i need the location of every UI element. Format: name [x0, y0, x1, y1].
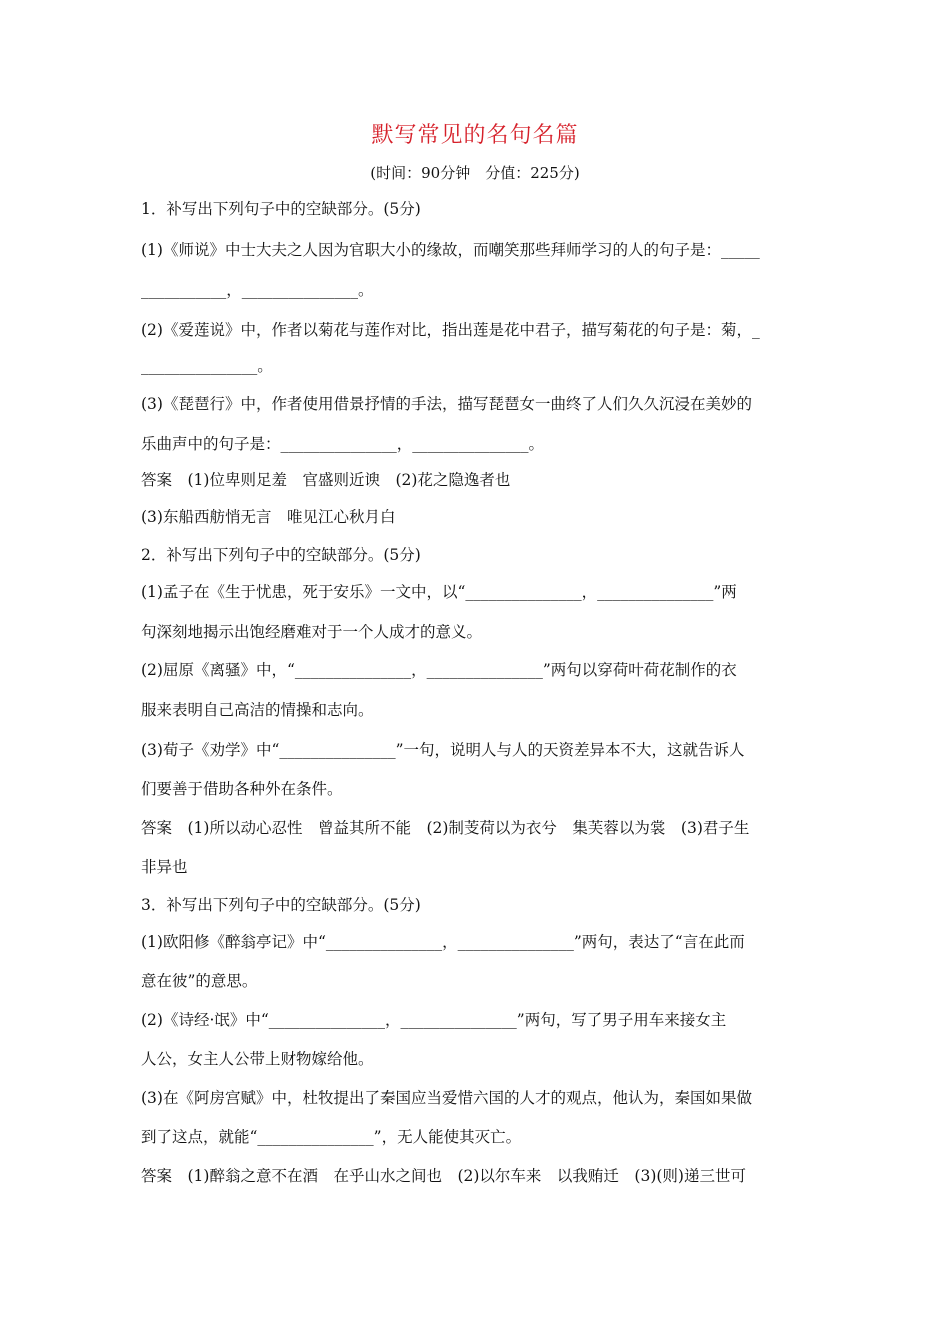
question-heading: 2．补写出下列句子中的空缺部分。(5分): [141, 546, 421, 564]
question-line: 服来表明自己高洁的情操和志向。: [141, 701, 374, 719]
question-line: (1)孟子在《生于忧患，死于安乐》一文中，以“_______________，_______________”两: [141, 583, 737, 601]
question-line: _______________。: [141, 357, 273, 375]
question-line: (2)屈原《离骚》中，“_______________，_______________”两句以穿荷叶荷花制作的衣: [141, 661, 737, 679]
page-title: 默写常见的名句名篇: [371, 123, 579, 148]
answer-line: 答案 (1)所以动心忍性 曾益其所不能 (2)制芰荷以为衣兮 集芙蓉以为裳 (3)君子生: [141, 819, 750, 837]
question-line: 人公，女主人公带上财物嫁给他。: [141, 1050, 374, 1068]
question-line: (3)荀子《劝学》中“_______________”一句，说明人与人的天资差异本不大，这就告诉人: [141, 741, 745, 759]
answer-line: 非异也: [141, 858, 188, 876]
question-line: (1)欧阳修《醉翁亭记》中“_______________，_______________”两句，表达了“言在此而: [141, 933, 745, 951]
question-line: 到了这点，就能“_______________”，无人能使其灭亡。: [141, 1128, 522, 1146]
question-line: (3)在《阿房宫赋》中，杜牧提出了秦国应当爱惜六国的人才的观点，他认为，秦国如果做: [141, 1089, 752, 1107]
answer-line: (3)东船西舫悄无言 唯见江心秋月白: [141, 508, 396, 526]
page-subtitle: (时间：90分钟 分值：225分): [370, 164, 580, 182]
question-line: (2)《诗经·氓》中“_______________，_______________”两句，写了男子用车来接女主: [141, 1011, 727, 1029]
question-line: ___________，_______________。: [141, 281, 374, 299]
question-line: (3)《琵琶行》中，作者使用借景抒情的手法，描写琵琶女一曲终了人们久久沉浸在美妙的: [141, 395, 752, 413]
question-line: 句深刻地揭示出饱经磨难对于一个人成才的意义。: [141, 623, 483, 641]
question-line: 意在彼”的意思。: [141, 972, 258, 990]
answer-line: 答案 (1)醉翁之意不在酒 在乎山水之间也 (2)以尔车来 以我贿迁 (3)(则)递三世可: [141, 1167, 746, 1185]
answer-line: 答案 (1)位卑则足羞 官盛则近谀 (2)花之隐逸者也: [141, 471, 511, 489]
question-line: (1)《师说》中士大夫之人因为官职大小的缘故，而嘲笑那些拜师学习的人的句子是：_____: [141, 241, 760, 259]
question-line: 乐曲声中的句子是：_______________，_______________。: [141, 435, 545, 453]
question-line: (2)《爱莲说》中，作者以菊花与莲作对比，指出莲是花中君子，描写菊花的句子是：菊，_: [141, 321, 760, 339]
question-heading: 1．补写出下列句子中的空缺部分。(5分): [141, 200, 421, 218]
question-line: 们要善于借助各种外在条件。: [141, 780, 343, 798]
question-heading: 3．补写出下列句子中的空缺部分。(5分): [141, 896, 421, 914]
